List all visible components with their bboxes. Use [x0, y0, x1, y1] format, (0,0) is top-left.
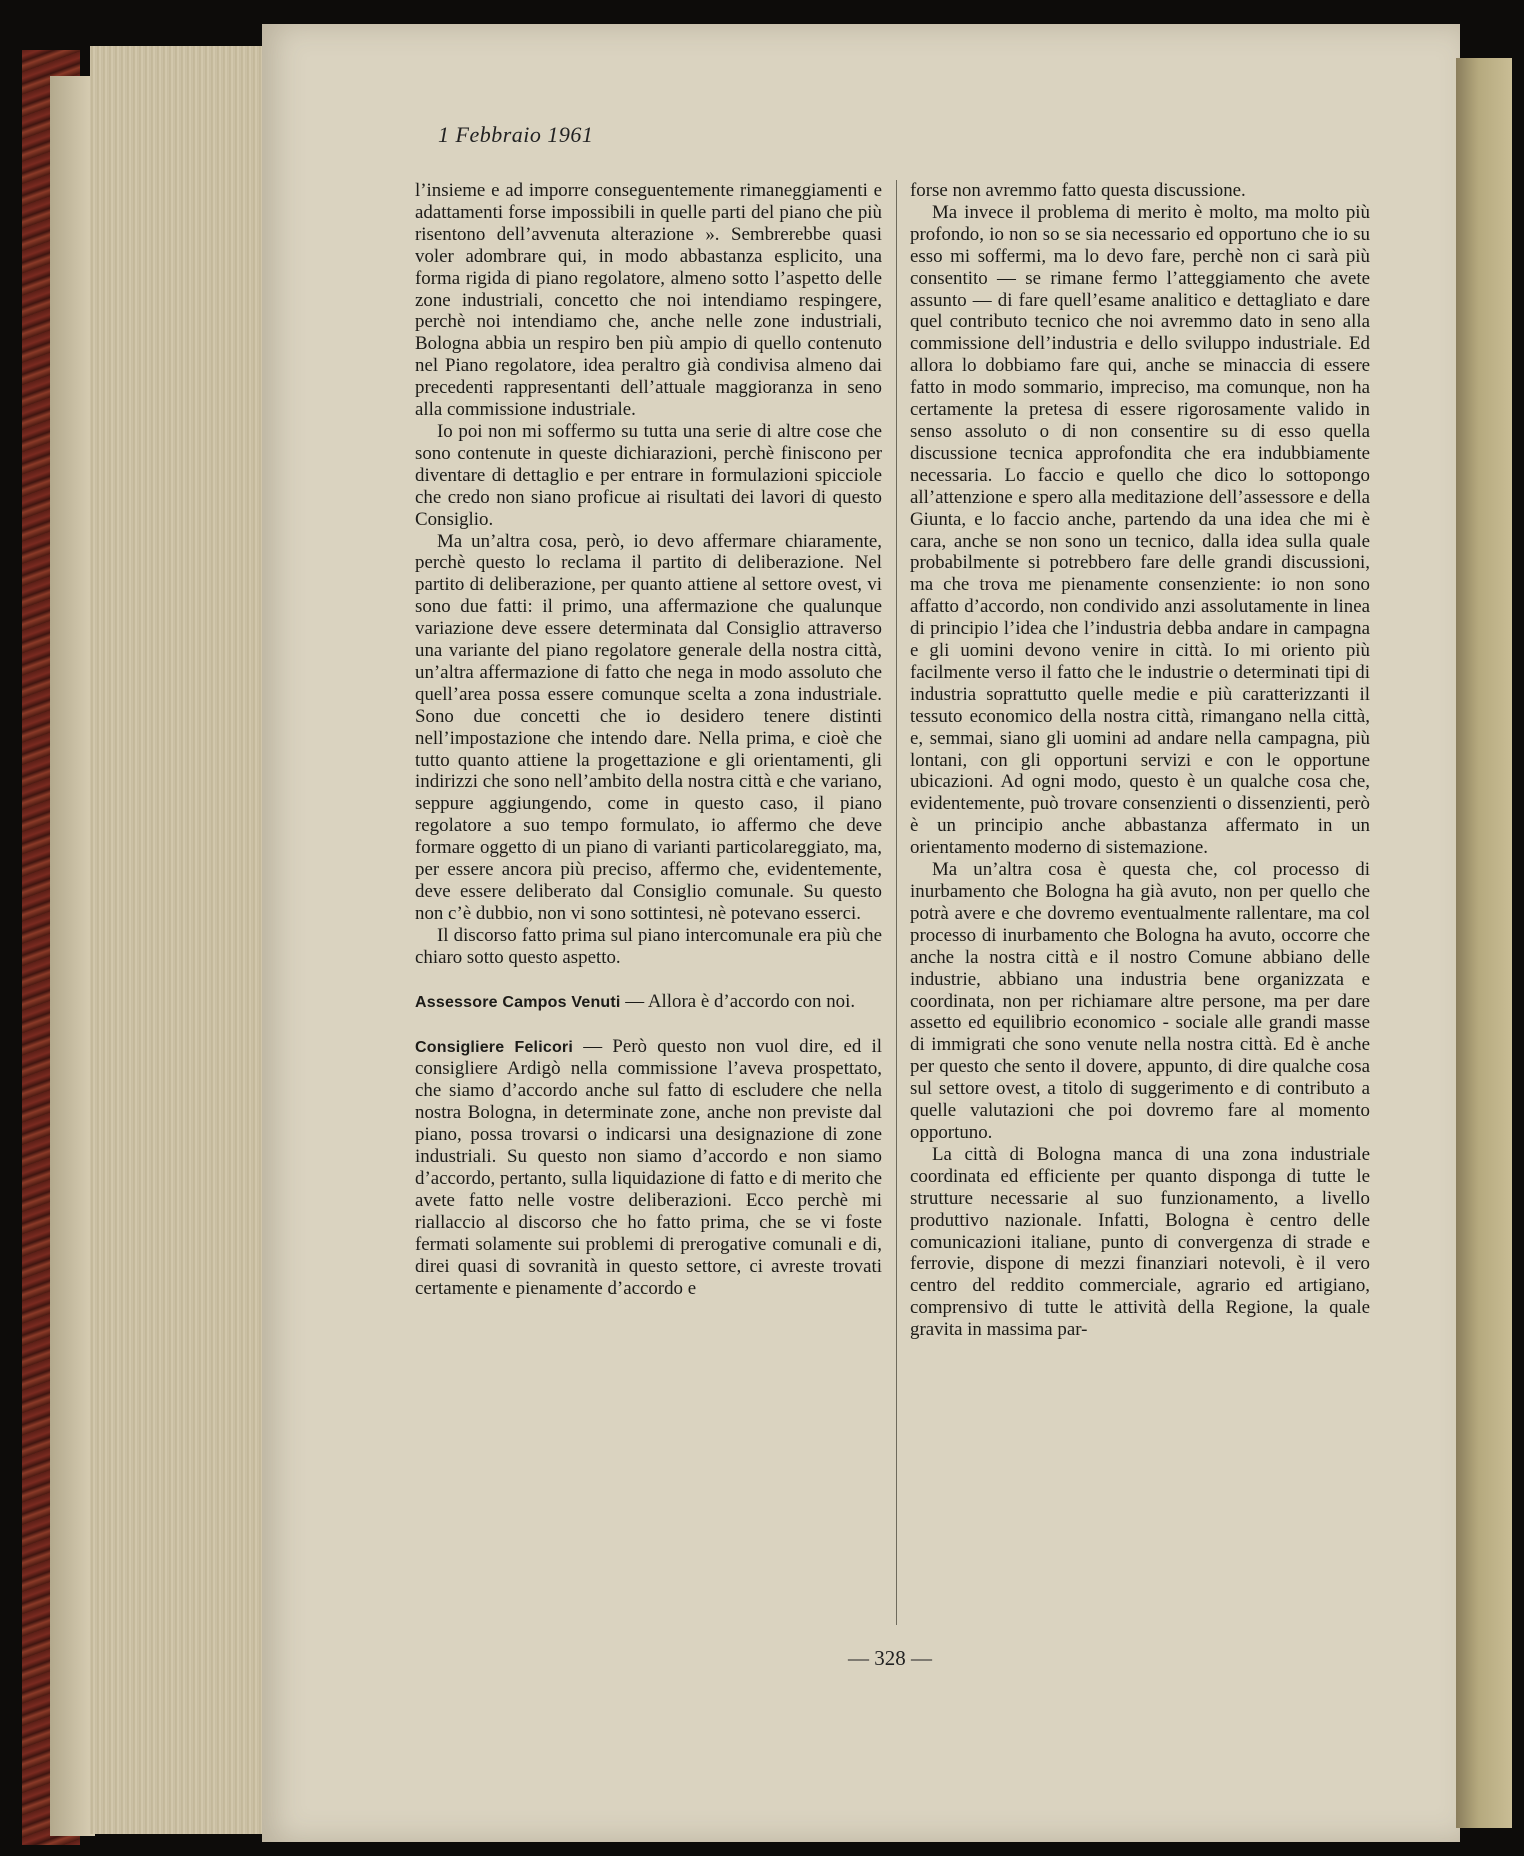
paragraph: l’insieme e ad imporre conseguentemente rimaneggiamenti e adattamenti forse impossibili in quelle parti del piano che più risentono dell’avvenuta alterazione ». Sembrerebbe quasi voler adombrare qui, in modo abbastanza esplicito, una forma rigida di piano regolatore, almeno sotto l’aspetto delle zone industriali, concetto che noi intendiamo respingere, perchè noi intendiamo che, anche nelle zone industriali, Bologna abbia un respiro ben più ampio di quello contenuto nel Piano regolatore, idea peraltro già condivisa almeno dai precedenti rappresentanti dell’attuale maggioranza in seno alla commissione industriale.	[415, 180, 882, 421]
facing-page-edge	[1456, 58, 1512, 1828]
page-stack	[90, 46, 268, 1834]
speech-block	[415, 991, 882, 1014]
right-text-column	[910, 180, 1370, 1625]
speaker-name: Consigliere Felicori	[415, 1038, 573, 1056]
left-text-column	[415, 180, 882, 1625]
speech-text: — Però questo non vuol dire, ed il consigliere Ardigò nella commissione l’aveva prospettato, che siamo d’accordo anche sul fatto di escludere che nella nostra Bologna, in determinate zone, anche non previste dal piano, possa trovarsi o indicarsi una designazione di zone industriali. Su questo non siamo d’accordo e non siamo d’accordo, pertanto, sulla liquidazione di fatto e di merito che avete fatto nelle vostre deliberazioni. Ecco perchè mi riallaccio al discorso che ho fatto prima, che se vi foste fermati solamente sui problemi di prerogative comunali e di, direi quasi di sovranità in questo settore, ci avreste trovati certamente e pienamente d’accordo e	[415, 1035, 882, 1299]
paragraph: Ma invece il problema di merito è molto, ma molto più profondo, io non so se sia necessario ed opportuno che io su esso mi soffermi, ma lo devo fare, perchè non ci sarà più consentito — se rimane fermo l’atteggiamento che avete assunto — di fare quell’esame analitico e dettagliato e dare quel contributo tecnico che noi avremmo dato in seno alla commissione dell’industria e dello sviluppo industriale. Ed allora lo dobbiamo fare qui, anche se minaccia di essere fatto in modo sommario, impreciso, ma comunque, non ha certamente la pretesa di essere rigorosamente valido in senso assoluto o di non consentire su di esso quella discussione tecnica approfondita che era indubbiamente necessaria. Lo faccio e quello che dico lo sottopongo all’attenzione e spero alla meditazione dell’assessore e della Giunta, e lo faccio anche, partendo da una idea che mi è cara, anche se non sono un tecnico, dalla idea sulla quale probabilmente si potrebbero fare delle grandi discussioni, ma che trova me pienamente consenziente: io non sono affatto d’accordo, non condivido anzi assolutamente in linea di principio l’idea che l’industria debba andare in campagna e gli uomini devono venire in città. Io mi oriento più facilmente verso il fatto che le industrie o determinati tipi di industria soprattutto quelle medie e più caratterizzanti il tessuto economico della nostra città, rimangano nella città, e, semmai, siano gli uomini ad andare nella campagna, più lontani, con gli opportuni servizi e con le opportune ubicazioni. Ad ogni modo, questo è un qualche cosa che, evidentemente, può trovare consenzienti o dissenzienti, però è un principio anche abbastanza affermato in un orientamento moderno di sistemazione.	[910, 201, 1370, 859]
paragraph: Ma un’altra cosa è questa che, col processo di inurbamento che Bologna ha già avuto, non per quello che potrà avere e che dovremo eventualmente rallentare, ma col processo di inurbamento che Bologna ha avuto, occorre che anche la nostra città e il nostro Comune abbiano delle industrie, abbiano una industria bene organizzata e coordinata, non per richiamare altre persone, ma per dare assetto ed equilibrio economico - sociale alle grandi masse di immigrati che sono venute nella nostra città. Ed è anche per questo che sento il dovere, appunto, di dire qualche cosa sul settore ovest, a titolo di suggerimento e di contributo a quelle valutazioni che poi dovremo fare al momento opportuno.	[910, 859, 1370, 1143]
paragraph: Io poi non mi soffermo su tutta una serie di altre cose che sono contenute in queste dichiarazioni, perchè finiscono per diventare di dettaglio e per entrare in formulazioni spicciole che credo non siano proficue ai risultati dei lavori di questo Consiglio.	[415, 420, 882, 530]
speaker-name: Assessore Campos Venuti	[415, 993, 621, 1011]
speech-text: — Allora è d’accordo con noi.	[620, 990, 856, 1012]
page-number: — 328 —	[848, 1646, 932, 1670]
book-edge	[50, 76, 95, 1836]
speech-block	[415, 1036, 882, 1300]
paragraph: La città di Bologna manca di una zona industriale coordinata ed efficiente per quanto disponga di tutte le strutture necessarie al suo funzionamento, a livello produttivo nazionale. Infatti, Bologna è centro delle comunicazioni italiane, punto di convergenza di strade e ferrovie, dispone di mezzi finanziari notevoli, è il vero centro del reddito commerciale, agrario ed artigiano, comprensivo di tutte le attività della Regione, la quale gravita in massima par-	[910, 1143, 1370, 1341]
paragraph: Il discorso fatto prima sul piano intercomunale era più che chiaro sotto questo aspetto.	[415, 924, 882, 968]
column-divider	[896, 180, 897, 1625]
page-date-header: 1 Febbraio 1961	[438, 122, 594, 147]
paragraph: forse non avremmo fatto questa discussione.	[910, 180, 1246, 201]
paragraph: Ma un’altra cosa, però, io devo affermare chiaramente, perchè questo lo reclama il partito di deliberazione. Nel partito di deliberazione, per quanto attiene al settore ovest, vi sono due fatti: il primo, una affermazione che qualunque variazione deve essere determinata dal Consiglio attraverso una variante del piano regolatore generale della nostra città, un’altra affermazione di fatto che nega in modo assoluto che quell’area possa essere comunque scelta a zona industriale. Sono due concetti che io desidero tenere distinti nell’impostazione che intendo dare. Nella prima, e cioè che tutto quanto attiene la progettazione e gli orientamenti, gli indirizzi che sono nell’ambito della nostra città e che variano, seppure aggiungendo, come in questo caso, il piano regolatore a suo tempo formulato, io affermo che deve formare oggetto di un piano di varianti particolareggiato, ma, per essere ancora più preciso, affermo che, evidentemente, deve essere deliberato dal Consiglio comunale. Su questo non c’è dubbio, non vi sono sottintesi, nè potevano esserci.	[415, 530, 882, 924]
